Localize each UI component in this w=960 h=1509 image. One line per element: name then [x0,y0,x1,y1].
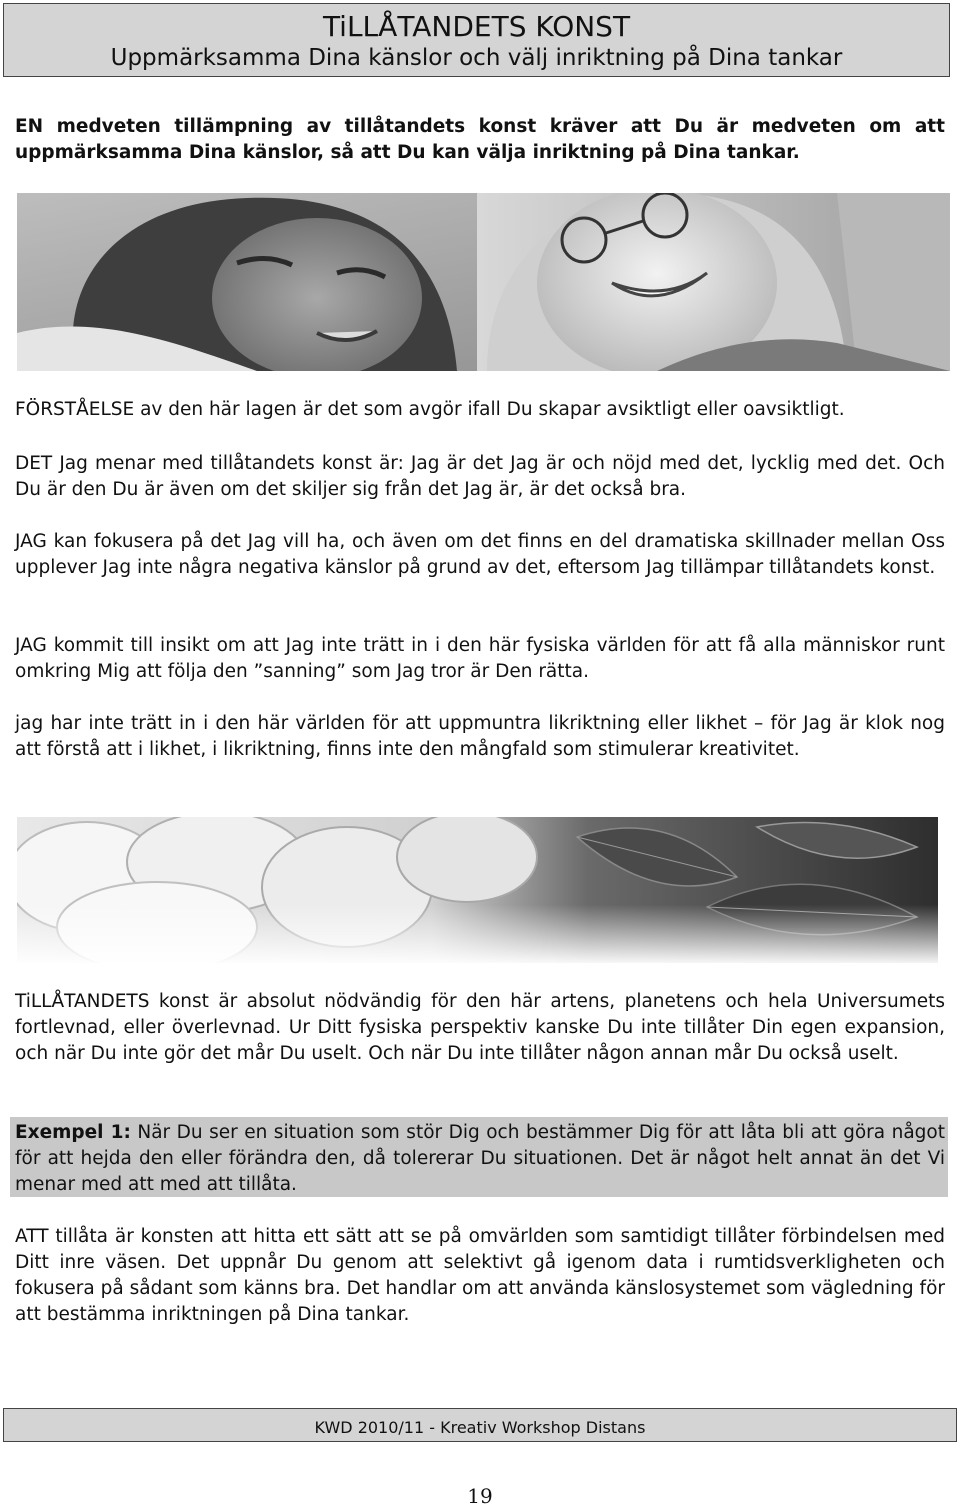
page-subtitle: Uppmärksamma Dina känslor och välj inriktning på Dina tankar [110,45,843,71]
page-number: 19 [467,1484,493,1508]
example-label: Exempel 1: [15,1122,131,1143]
paragraph-jag-likriktning: jag har inte trätt in i den här världen för att uppmuntra likriktning eller likhet – för Jag är klok nog att förstå att i likhet, i likriktning, finns inte den mångfald som stimulerar kreativitet. [15,713,945,760]
paragraph-det: DET Jag menar med tillåtandets konst är: Jag är det Jag är och nöjd med det, lycklig med det. Och Du är den Du är även om det skiljer sig från det Jag är, är det också bra. [15,453,945,500]
footer-text: KWD 2010/11 - Kreativ Workshop Distans [314,1418,646,1437]
footer-box [3,1408,957,1442]
paragraph-att-tillata: ATT tillåta är konsten att hitta ett sätt att se på omvärlden som samtidigt tillåter förbindelsen med Ditt inre väsen. Det uppnår Du genom att selektivt gå igenom data i rumtidsverkligheten och fokusera på sådant som känns bra. Det handlar om att använda känslosystemet som vägledning för att bestämma inriktningen på Dina tankar. [15,1226,945,1325]
photo-two-women [17,193,950,371]
example-paragraph [15,1120,945,1198]
intro-paragraph: EN medveten tillämpning av tillåtandets konst kräver att Du är medveten om att uppmärksamma Dina känslor, så att Du kan välja inriktning på Dina tankar. [15,116,945,163]
paragraph-jag-fokusera: JAG kan fokusera på det Jag vill ha, och även om det finns en del dramatiska skillnader mellan Oss upplever Jag inte några negativa känslor på grund av det, eftersom Jag tillämpar tillåtandets konst. [15,531,945,578]
page-title: TiLLÅTANDETS KONST [322,10,631,43]
paragraph-forstaelse: FÖRSTÅELSE av den här lagen är det som avgör ifall Du skapar avsiktligt eller oavsiktligt. [15,399,845,420]
photo-image [17,193,950,371]
example-text: När Du ser en situation som stör Dig och bestämmer Dig för att låta bli att göra något för att hejda den eller förändra den, då tolererar Du situationen. Det är något helt annat än det Vi menar med att med att tillåta. [15,1122,945,1195]
photo-flowers-leaves [17,817,938,963]
flower-image [17,817,938,963]
paragraph-tillatandets-konst: TiLLÅTANDETS konst är absolut nödvändig för den här artens, planetens och hela Universumets fortlevnad, eller överlevnad. Ur Ditt fysiska perspektiv kanske Du inte tillåter Din egen expansion, och när Du inte gör det mår Du uselt. Och när Du inte tillåter någon annan mår Du också uselt. [15,991,945,1064]
paragraph-jag-insikt: JAG kommit till insikt om att Jag inte trätt in i den här fysiska världen för att få alla människor runt omkring Mig att följa den ”sanning” som Jag tror är Den rätta. [15,635,945,682]
header-box [3,3,950,77]
